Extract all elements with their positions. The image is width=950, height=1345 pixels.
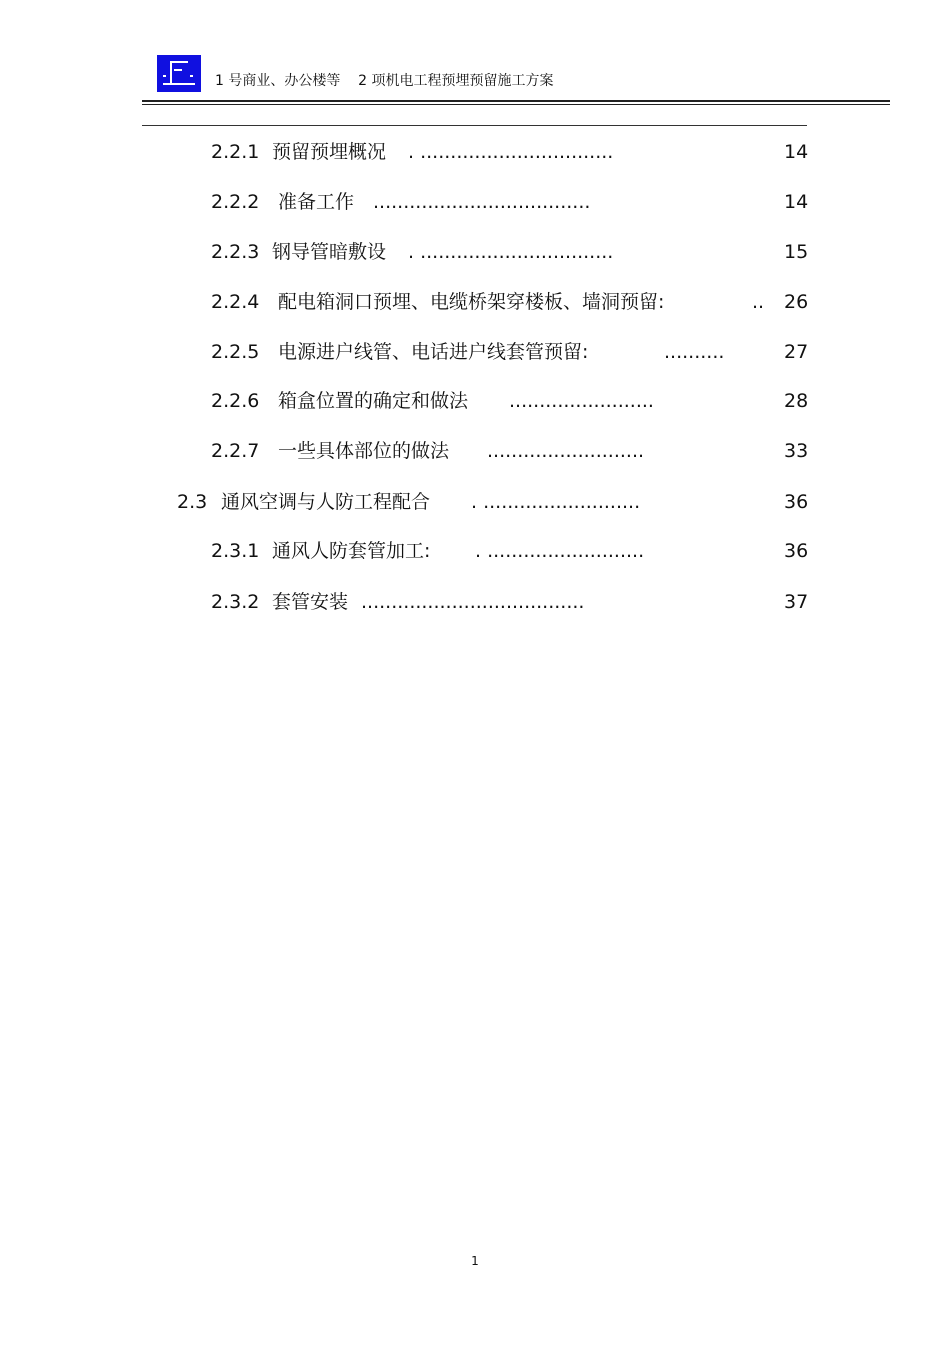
toc-number: 2.2.4 [211, 291, 260, 313]
toc-title: 箱盒位置的确定和做法 [278, 390, 469, 412]
toc-leader: . ................................ [408, 241, 614, 263]
toc-leader: .................................... [373, 191, 591, 213]
toc-leader: ........................ [509, 390, 654, 412]
toc-page: 14 [784, 191, 809, 213]
toc-page: 36 [784, 491, 809, 513]
toc-page: 33 [784, 440, 809, 462]
toc-entry-2-2-2[interactable] [211, 187, 811, 217]
toc-entry-2-2-3[interactable] [211, 237, 811, 267]
header-rule-thick [142, 100, 890, 102]
page-number: 1 [471, 1254, 479, 1268]
toc-title: 钢导管暗敷设 [272, 241, 387, 263]
toc-number: 2.2.3 [211, 241, 260, 263]
toc-page: 27 [784, 341, 809, 363]
toc-number: 2.3 [177, 491, 208, 513]
toc-entry-2-3-2[interactable] [211, 587, 811, 617]
toc-leader: . .......................... [475, 540, 645, 562]
toc-title: 预留预埋概况 [272, 141, 387, 163]
toc-leader: .......................... [487, 440, 645, 462]
toc-title: 通风人防套管加工: [272, 540, 431, 562]
toc-page: 37 [784, 591, 809, 613]
toc-page: 26 [784, 291, 809, 313]
toc-title: 配电箱洞口预埋、电缆桥架穿楼板、墙洞预留: [278, 291, 665, 313]
toc-number: 2.2.1 [211, 141, 260, 163]
toc-title: 通风空调与人防工程配合 [221, 491, 431, 513]
toc-title: 套管安装 [272, 591, 349, 613]
document-header-title: 1 号商业、办公楼等 2 项机电工程预埋预留施工方案 [215, 73, 554, 89]
toc-title: 准备工作 [278, 191, 355, 213]
toc-number: 2.2.2 [211, 191, 260, 213]
header-rule-thin [142, 104, 890, 105]
toc-number: 2.2.5 [211, 341, 260, 363]
toc-page: 36 [784, 540, 809, 562]
toc-number: 2.2.6 [211, 390, 260, 412]
toc-leader: ..................................... [361, 591, 585, 613]
toc-leader: . .......................... [471, 491, 641, 513]
toc-entry-2-2-1[interactable] [211, 137, 811, 167]
toc-number: 2.3.1 [211, 540, 260, 562]
toc-entry-2-2-7[interactable] [211, 436, 811, 466]
company-logo [157, 55, 201, 92]
toc-entry-2-3-1[interactable] [211, 536, 811, 566]
toc-number: 2.2.7 [211, 440, 260, 462]
toc-leader: .. [752, 291, 765, 313]
toc-entry-2-2-5[interactable] [211, 337, 811, 367]
toc-entry-2-2-6[interactable] [211, 386, 811, 416]
toc-page: 28 [784, 390, 809, 412]
toc-title: 一些具体部位的做法 [278, 440, 450, 462]
toc-entry-2-3[interactable] [177, 487, 811, 517]
toc-entry-2-2-4[interactable] [211, 287, 811, 317]
toc-top-rule [142, 125, 807, 126]
toc-page: 14 [784, 141, 809, 163]
toc-title: 电源进户线管、电话进户线套管预留: [278, 341, 589, 363]
toc-page: 15 [784, 241, 809, 263]
toc-leader: .......... [664, 341, 725, 363]
toc-number: 2.3.2 [211, 591, 260, 613]
toc-leader: . ................................ [408, 141, 614, 163]
